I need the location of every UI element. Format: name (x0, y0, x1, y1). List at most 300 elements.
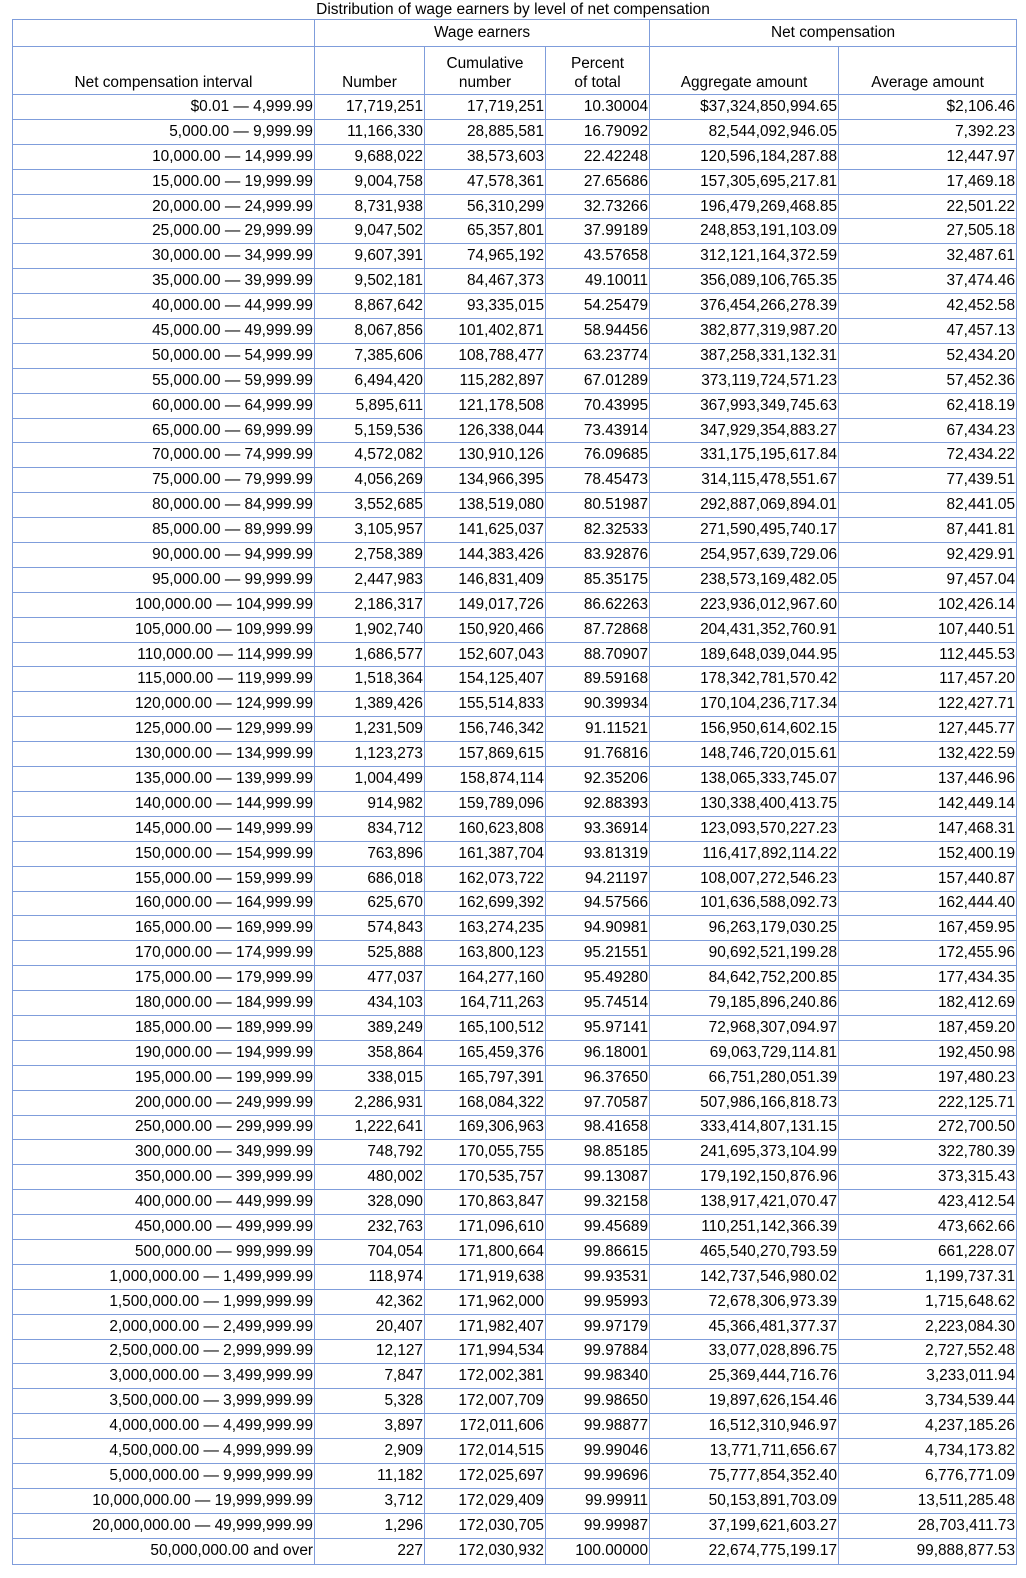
number-cell: 3,897 (315, 1414, 425, 1439)
interval-cell: 95,000.00 — 99,999.99 (13, 568, 315, 593)
interval-cell: 110,000.00 — 114,999.99 (13, 643, 315, 668)
aggregate-cell: 90,692,521,199.28 (650, 941, 839, 966)
interval-cell: 1,500,000.00 — 1,999,999.99 (13, 1290, 315, 1315)
table-row (13, 1240, 1016, 1265)
interval-cell: 70,000.00 — 74,999.99 (13, 443, 315, 468)
number-cell: 3,105,957 (315, 518, 425, 543)
table-caption: Distribution of wage earners by level of net compensation (316, 1, 710, 18)
interval-cell: 60,000.00 — 64,999.99 (13, 394, 315, 419)
number-cell: 748,792 (315, 1140, 425, 1165)
percent-cell: 99.97179 (546, 1315, 650, 1340)
aggregate-cell: 387,258,331,132.31 (650, 344, 839, 369)
interval-cell: 250,000.00 — 299,999.99 (13, 1116, 315, 1141)
average-cell: 57,452.36 (839, 369, 1016, 394)
table-row (13, 170, 1016, 195)
aggregate-cell: 84,642,752,200.85 (650, 966, 839, 991)
table-row (13, 892, 1016, 917)
number-cell: 9,047,502 (315, 219, 425, 244)
table-row (13, 1016, 1016, 1041)
number-cell: 11,166,330 (315, 120, 425, 145)
table-row (13, 717, 1016, 742)
average-cell: 7,392.23 (839, 120, 1016, 145)
cumulative-cell: 171,982,407 (425, 1315, 546, 1340)
interval-cell: 55,000.00 — 59,999.99 (13, 369, 315, 394)
header-percent-line1: Percent (570, 55, 625, 72)
average-cell: 107,440.51 (839, 618, 1016, 643)
interval-cell: 5,000.00 — 9,999.99 (13, 120, 315, 145)
aggregate-cell: 382,877,319,987.20 (650, 319, 839, 344)
table-row (13, 667, 1016, 692)
aggregate-cell: 254,957,639,729.06 (650, 543, 839, 568)
average-cell: 87,441.81 (839, 518, 1016, 543)
table-row (13, 468, 1016, 493)
average-cell: 192,450.98 (839, 1041, 1016, 1066)
percent-cell: 99.99696 (546, 1464, 650, 1489)
percent-cell: 90.39934 (546, 692, 650, 717)
table-row (13, 692, 1016, 717)
table-row (13, 1514, 1016, 1539)
aggregate-cell: 179,192,150,876.96 (650, 1165, 839, 1190)
percent-cell: 89.59168 (546, 667, 650, 692)
average-cell: 142,449.14 (839, 792, 1016, 817)
aggregate-cell: 148,746,720,015.61 (650, 742, 839, 767)
interval-cell: 50,000,000.00 and over (13, 1539, 315, 1564)
cumulative-cell: 171,994,534 (425, 1340, 546, 1365)
interval-cell: 75,000.00 — 79,999.99 (13, 468, 315, 493)
average-cell: 117,457.20 (839, 667, 1016, 692)
interval-cell: 135,000.00 — 139,999.99 (13, 767, 315, 792)
aggregate-cell: 72,678,306,973.39 (650, 1290, 839, 1315)
average-cell: 423,412.54 (839, 1190, 1016, 1215)
table-row (13, 1489, 1016, 1514)
percent-cell: 96.18001 (546, 1041, 650, 1066)
percent-cell: 58.94456 (546, 319, 650, 344)
number-cell: 914,982 (315, 792, 425, 817)
percent-cell: 100.00000 (546, 1539, 650, 1564)
cumulative-cell: 172,025,697 (425, 1464, 546, 1489)
percent-cell: 43.57658 (546, 244, 650, 269)
average-cell: 1,199,737.31 (839, 1265, 1016, 1290)
cumulative-cell: 172,030,932 (425, 1539, 546, 1564)
percent-cell: 76.09685 (546, 443, 650, 468)
percent-cell: 99.45689 (546, 1215, 650, 1240)
table-row (13, 1340, 1016, 1365)
percent-cell: 99.99046 (546, 1439, 650, 1464)
number-cell: 338,015 (315, 1066, 425, 1091)
aggregate-cell: 13,771,711,656.67 (650, 1439, 839, 1464)
table-row (13, 1215, 1016, 1240)
table-row (13, 269, 1016, 294)
number-cell: 1,389,426 (315, 692, 425, 717)
aggregate-cell: $37,324,850,994.65 (650, 95, 839, 120)
number-cell: 20,407 (315, 1315, 425, 1340)
number-cell: 5,328 (315, 1389, 425, 1414)
interval-cell: 5,000,000.00 — 9,999,999.99 (13, 1464, 315, 1489)
percent-cell: 94.57566 (546, 892, 650, 917)
average-cell: 6,776,771.09 (839, 1464, 1016, 1489)
cumulative-cell: 165,100,512 (425, 1016, 546, 1041)
header-cumulative-line2: number (458, 74, 512, 91)
cumulative-cell: 172,007,709 (425, 1389, 546, 1414)
interval-cell: 35,000.00 — 39,999.99 (13, 269, 315, 294)
aggregate-cell: 314,115,478,551.67 (650, 468, 839, 493)
aggregate-cell: 465,540,270,793.59 (650, 1240, 839, 1265)
aggregate-cell: 241,695,373,104.99 (650, 1140, 839, 1165)
aggregate-cell: 33,077,028,896.75 (650, 1340, 839, 1365)
cumulative-cell: 164,711,263 (425, 991, 546, 1016)
percent-cell: 99.13087 (546, 1165, 650, 1190)
average-cell: 127,445.77 (839, 717, 1016, 742)
average-cell: 32,487.61 (839, 244, 1016, 269)
aggregate-cell: 16,512,310,946.97 (650, 1414, 839, 1439)
interval-cell: 10,000,000.00 — 19,999,999.99 (13, 1489, 315, 1514)
table-row (13, 1464, 1016, 1489)
cumulative-cell: 163,800,123 (425, 941, 546, 966)
average-cell: 112,445.53 (839, 643, 1016, 668)
aggregate-cell: 292,887,069,894.01 (650, 493, 839, 518)
interval-cell: 200,000.00 — 249,999.99 (13, 1091, 315, 1116)
table-row (13, 792, 1016, 817)
number-cell: 1,686,577 (315, 643, 425, 668)
percent-cell: 99.86615 (546, 1240, 650, 1265)
average-cell: 62,418.19 (839, 394, 1016, 419)
percent-cell: 99.93531 (546, 1265, 650, 1290)
number-cell: 525,888 (315, 941, 425, 966)
interval-cell: 450,000.00 — 499,999.99 (13, 1215, 315, 1240)
cumulative-cell: 28,885,581 (425, 120, 546, 145)
table-row (13, 493, 1016, 518)
cumulative-cell: 172,014,515 (425, 1439, 546, 1464)
table-row (13, 244, 1016, 269)
number-cell: 8,731,938 (315, 195, 425, 220)
percent-cell: 99.99987 (546, 1514, 650, 1539)
interval-cell: 130,000.00 — 134,999.99 (13, 742, 315, 767)
average-cell: 72,434.22 (839, 443, 1016, 468)
header-group-row (13, 20, 1016, 47)
cumulative-cell: 165,459,376 (425, 1041, 546, 1066)
interval-cell: 120,000.00 — 124,999.99 (13, 692, 315, 717)
percent-cell: 16.79092 (546, 120, 650, 145)
aggregate-cell: 142,737,546,980.02 (650, 1265, 839, 1290)
aggregate-cell: 110,251,142,366.39 (650, 1215, 839, 1240)
table-row (13, 742, 1016, 767)
percent-cell: 98.85185 (546, 1140, 650, 1165)
aggregate-cell: 170,104,236,717.34 (650, 692, 839, 717)
number-cell: 7,385,606 (315, 344, 425, 369)
table-row (13, 195, 1016, 220)
interval-cell: 20,000.00 — 24,999.99 (13, 195, 315, 220)
interval-cell: 3,000,000.00 — 3,499,999.99 (13, 1364, 315, 1389)
aggregate-cell: 248,853,191,103.09 (650, 219, 839, 244)
percent-cell: 99.95993 (546, 1290, 650, 1315)
average-cell: 167,459.95 (839, 916, 1016, 941)
cumulative-cell: 171,962,000 (425, 1290, 546, 1315)
interval-cell: 15,000.00 — 19,999.99 (13, 170, 315, 195)
aggregate-cell: 507,986,166,818.73 (650, 1091, 839, 1116)
table-row (13, 1041, 1016, 1066)
aggregate-cell: 138,065,333,745.07 (650, 767, 839, 792)
table-row (13, 966, 1016, 991)
interval-cell: 1,000,000.00 — 1,499,999.99 (13, 1265, 315, 1290)
table-row (13, 543, 1016, 568)
percent-cell: 95.49280 (546, 966, 650, 991)
cumulative-cell: 74,965,192 (425, 244, 546, 269)
header-average: Average amount (839, 47, 1016, 95)
cumulative-cell: 172,029,409 (425, 1489, 546, 1514)
percent-cell: 99.98877 (546, 1414, 650, 1439)
cumulative-cell: 171,919,638 (425, 1265, 546, 1290)
table-row (13, 767, 1016, 792)
interval-cell: 180,000.00 — 184,999.99 (13, 991, 315, 1016)
interval-cell: 165,000.00 — 169,999.99 (13, 916, 315, 941)
number-cell: 834,712 (315, 817, 425, 842)
percent-cell: 86.62263 (546, 593, 650, 618)
aggregate-cell: 238,573,169,482.05 (650, 568, 839, 593)
table-row (13, 842, 1016, 867)
cumulative-cell: 162,699,392 (425, 892, 546, 917)
cumulative-cell: 108,788,477 (425, 344, 546, 369)
aggregate-cell: 66,751,280,051.39 (650, 1066, 839, 1091)
cumulative-cell: 56,310,299 (425, 195, 546, 220)
cumulative-cell: 47,578,361 (425, 170, 546, 195)
average-cell: 272,700.50 (839, 1116, 1016, 1141)
header-group-wage-earners: Wage earners (315, 20, 650, 47)
aggregate-cell: 189,648,039,044.95 (650, 643, 839, 668)
number-cell: 1,231,509 (315, 717, 425, 742)
header-number: Number (315, 47, 425, 95)
aggregate-cell: 19,897,626,154.46 (650, 1389, 839, 1414)
table-row (13, 1190, 1016, 1215)
cumulative-cell: 134,966,395 (425, 468, 546, 493)
number-cell: 8,867,642 (315, 294, 425, 319)
table-row (13, 643, 1016, 668)
average-cell: 172,455.96 (839, 941, 1016, 966)
header-empty-cell (13, 20, 315, 47)
percent-cell: 67.01289 (546, 369, 650, 394)
table-row (13, 1116, 1016, 1141)
number-cell: 1,902,740 (315, 618, 425, 643)
header-interval: Net compensation interval (13, 47, 315, 95)
cumulative-cell: 84,467,373 (425, 269, 546, 294)
interval-cell: 10,000.00 — 14,999.99 (13, 145, 315, 170)
table-row (13, 394, 1016, 419)
table-row (13, 443, 1016, 468)
average-cell: 92,429.91 (839, 543, 1016, 568)
average-cell: 373,315.43 (839, 1165, 1016, 1190)
percent-cell: 27.65686 (546, 170, 650, 195)
percent-cell: 80.51987 (546, 493, 650, 518)
number-cell: 227 (315, 1539, 425, 1564)
interval-cell: 4,500,000.00 — 4,999,999.99 (13, 1439, 315, 1464)
interval-cell: 500,000.00 — 999,999.99 (13, 1240, 315, 1265)
table-row (13, 1364, 1016, 1389)
aggregate-cell: 196,479,269,468.85 (650, 195, 839, 220)
number-cell: 42,362 (315, 1290, 425, 1315)
average-cell: 3,734,539.44 (839, 1389, 1016, 1414)
average-cell: 102,426.14 (839, 593, 1016, 618)
table-row (13, 419, 1016, 444)
average-cell: 3,233,011.94 (839, 1364, 1016, 1389)
table-row (13, 1315, 1016, 1340)
number-cell: 480,002 (315, 1165, 425, 1190)
average-cell: 97,457.04 (839, 568, 1016, 593)
table-row (13, 1066, 1016, 1091)
cumulative-cell: 172,030,705 (425, 1514, 546, 1539)
average-cell: 661,228.07 (839, 1240, 1016, 1265)
average-cell: 13,511,285.48 (839, 1489, 1016, 1514)
header-column-row (13, 47, 1016, 95)
number-cell: 9,502,181 (315, 269, 425, 294)
number-cell: 12,127 (315, 1340, 425, 1365)
percent-cell: 91.76816 (546, 742, 650, 767)
aggregate-cell: 75,777,854,352.40 (650, 1464, 839, 1489)
number-cell: 5,895,611 (315, 394, 425, 419)
aggregate-cell: 45,366,481,377.37 (650, 1315, 839, 1340)
percent-cell: 91.11521 (546, 717, 650, 742)
average-cell: 99,888,877.53 (916, 1542, 1016, 1560)
header-percent (546, 47, 650, 95)
average-cell: 67,434.23 (839, 419, 1016, 444)
interval-cell: 185,000.00 — 189,999.99 (13, 1016, 315, 1041)
interval-cell: 30,000.00 — 34,999.99 (13, 244, 315, 269)
number-cell: 9,004,758 (315, 170, 425, 195)
percent-cell: 92.35206 (546, 767, 650, 792)
percent-cell: 95.97141 (546, 1016, 650, 1041)
average-cell: 47,457.13 (839, 319, 1016, 344)
average-cell: 52,434.20 (839, 344, 1016, 369)
aggregate-cell: 123,093,570,227.23 (650, 817, 839, 842)
interval-cell: 90,000.00 — 94,999.99 (13, 543, 315, 568)
interval-cell: 170,000.00 — 174,999.99 (13, 941, 315, 966)
interval-cell: 155,000.00 — 159,999.99 (13, 867, 315, 892)
aggregate-cell: 72,968,307,094.97 (650, 1016, 839, 1041)
number-cell: 2,186,317 (315, 593, 425, 618)
interval-cell: 85,000.00 — 89,999.99 (13, 518, 315, 543)
average-cell: 137,446.96 (839, 767, 1016, 792)
average-cell: 122,427.71 (839, 692, 1016, 717)
aggregate-cell: 120,596,184,287.88 (650, 145, 839, 170)
interval-cell: 100,000.00 — 104,999.99 (13, 593, 315, 618)
aggregate-cell: 69,063,729,114.81 (650, 1041, 839, 1066)
table-row (13, 1414, 1016, 1439)
header-aggregate: Aggregate amount (650, 47, 839, 95)
cumulative-cell: 158,874,114 (425, 767, 546, 792)
cumulative-cell: 155,514,833 (425, 692, 546, 717)
percent-cell: 70.43995 (546, 394, 650, 419)
aggregate-cell: 204,431,352,760.91 (650, 618, 839, 643)
aggregate-cell: 178,342,781,570.42 (650, 667, 839, 692)
average-cell: 147,468.31 (839, 817, 1016, 842)
cumulative-cell: 168,084,322 (425, 1091, 546, 1116)
interval-cell: 190,000.00 — 194,999.99 (13, 1041, 315, 1066)
number-cell: 686,018 (315, 867, 425, 892)
number-cell: 358,864 (315, 1041, 425, 1066)
average-cell: 473,662.66 (839, 1215, 1016, 1240)
percent-cell: 82.32533 (546, 518, 650, 543)
percent-cell: 78.45473 (546, 468, 650, 493)
cumulative-cell: 170,055,755 (425, 1140, 546, 1165)
aggregate-cell: 79,185,896,240.86 (650, 991, 839, 1016)
aggregate-cell: 331,175,195,617.84 (650, 443, 839, 468)
cumulative-cell: 141,625,037 (425, 518, 546, 543)
number-cell: 1,296 (315, 1514, 425, 1539)
interval-cell: 115,000.00 — 119,999.99 (13, 667, 315, 692)
number-cell: 574,843 (315, 916, 425, 941)
number-cell: 763,896 (315, 842, 425, 867)
interval-cell: 45,000.00 — 49,999.99 (13, 319, 315, 344)
aggregate-cell: 271,590,495,740.17 (650, 518, 839, 543)
number-cell: 704,054 (315, 1240, 425, 1265)
percent-cell: 88.70907 (546, 643, 650, 668)
percent-cell: 49.10011 (546, 269, 650, 294)
interval-cell: 105,000.00 — 109,999.99 (13, 618, 315, 643)
cumulative-cell: 172,011,606 (425, 1414, 546, 1439)
average-cell: 187,459.20 (839, 1016, 1016, 1041)
table-row (13, 1265, 1016, 1290)
aggregate-cell: 22,674,775,199.17 (650, 1539, 839, 1564)
number-cell: 3,712 (315, 1489, 425, 1514)
table-row (13, 991, 1016, 1016)
cumulative-cell: 115,282,897 (425, 369, 546, 394)
percent-cell: 87.72868 (546, 618, 650, 643)
percent-cell: 37.99189 (546, 219, 650, 244)
interval-cell: 50,000.00 — 54,999.99 (13, 344, 315, 369)
aggregate-cell: 376,454,266,278.39 (650, 294, 839, 319)
cumulative-cell: 154,125,407 (425, 667, 546, 692)
cumulative-cell: 149,017,726 (425, 593, 546, 618)
average-cell: 22,501.22 (839, 195, 1016, 220)
aggregate-cell: 130,338,400,413.75 (650, 792, 839, 817)
number-cell: 477,037 (315, 966, 425, 991)
cumulative-cell: 156,746,342 (425, 717, 546, 742)
average-cell: 162,444.40 (839, 892, 1016, 917)
number-cell: 118,974 (315, 1265, 425, 1290)
table-row (13, 618, 1016, 643)
average-cell: 2,223,084.30 (839, 1315, 1016, 1340)
interval-cell: 150,000.00 — 154,999.99 (13, 842, 315, 867)
number-cell: 3,552,685 (315, 493, 425, 518)
interval-cell: 140,000.00 — 144,999.99 (13, 792, 315, 817)
table-row (13, 1439, 1016, 1464)
percent-cell: 83.92876 (546, 543, 650, 568)
cumulative-cell: 17,719,251 (425, 95, 546, 120)
interval-cell: 20,000,000.00 — 49,999,999.99 (13, 1514, 315, 1539)
aggregate-cell: 138,917,421,070.47 (650, 1190, 839, 1215)
table-row (13, 294, 1016, 319)
number-cell: 17,719,251 (315, 95, 425, 120)
aggregate-cell: 116,417,892,114.22 (650, 842, 839, 867)
table-row (13, 319, 1016, 344)
aggregate-cell: 82,544,092,946.05 (650, 120, 839, 145)
percent-cell: 99.32158 (546, 1190, 650, 1215)
percent-cell: 95.21551 (546, 941, 650, 966)
number-cell: 232,763 (315, 1215, 425, 1240)
cumulative-cell: 150,920,466 (425, 618, 546, 643)
percent-cell: 10.30004 (546, 95, 650, 120)
number-cell: 389,249 (315, 1016, 425, 1041)
table-row (13, 1290, 1016, 1315)
number-cell: 7,847 (315, 1364, 425, 1389)
aggregate-cell: 347,929,354,883.27 (650, 419, 839, 444)
cumulative-cell: 152,607,043 (425, 643, 546, 668)
cumulative-cell: 101,402,871 (425, 319, 546, 344)
average-cell: 42,452.58 (839, 294, 1016, 319)
interval-cell: 145,000.00 — 149,999.99 (13, 817, 315, 842)
percent-cell: 99.97884 (546, 1340, 650, 1365)
percent-cell: 98.41658 (546, 1116, 650, 1141)
aggregate-cell: 373,119,724,571.23 (650, 369, 839, 394)
cumulative-cell: 138,519,080 (425, 493, 546, 518)
